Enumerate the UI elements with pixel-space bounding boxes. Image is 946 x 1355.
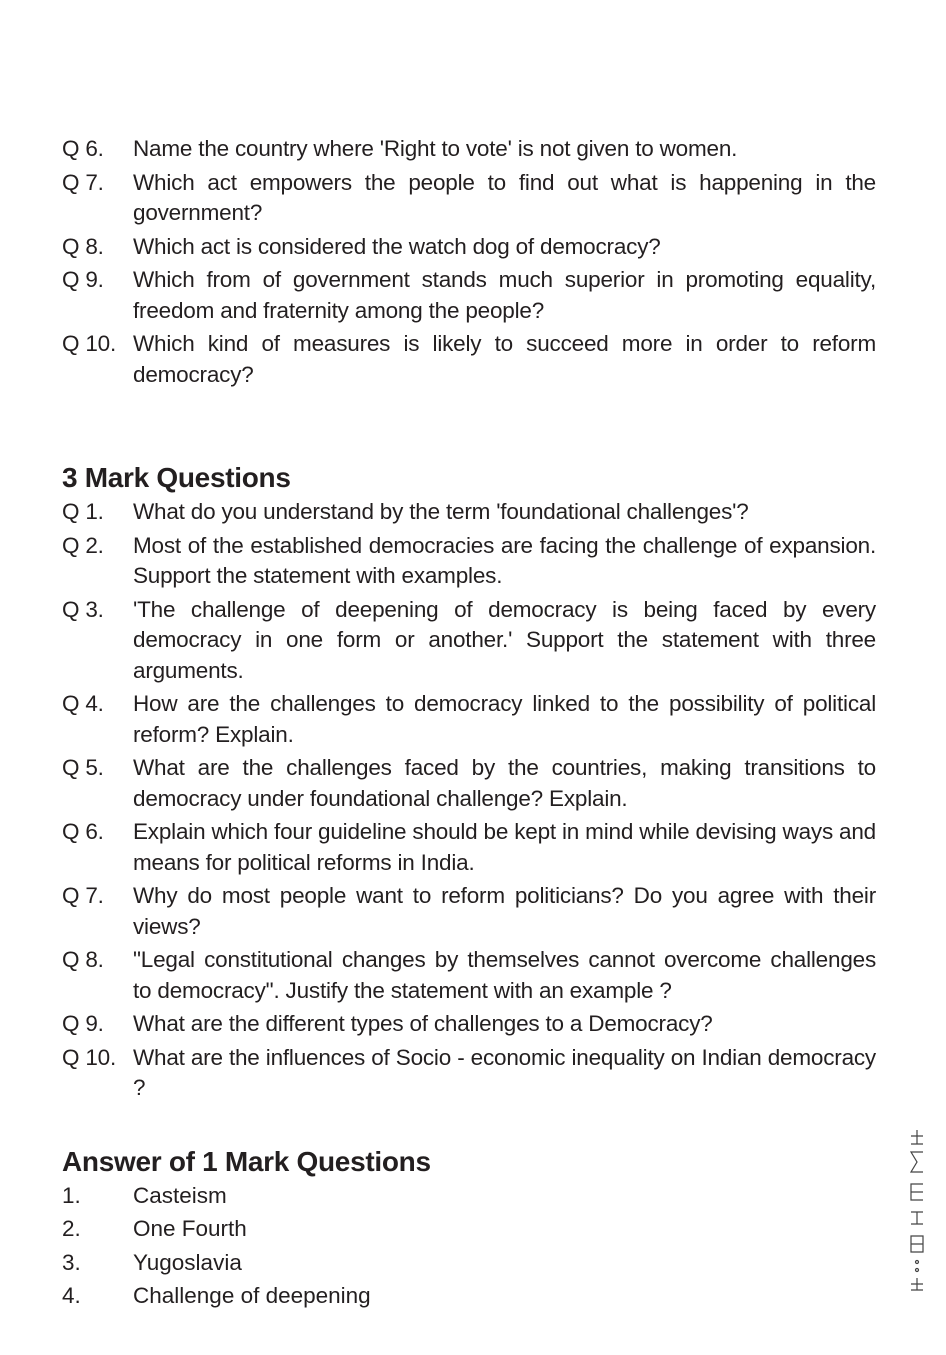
answer-text: Challenge of deepening [133, 1283, 371, 1308]
answer-item [62, 1181, 876, 1212]
question-number: Q 6. [62, 819, 104, 844]
section-heading-3-mark: 3 Mark Questions [62, 462, 291, 493]
answer-text: One Fourth [133, 1216, 247, 1241]
question-number: Q 10. [62, 331, 117, 356]
question-number: Q 6. [62, 136, 104, 161]
question-number: Q 7. [62, 169, 104, 195]
question-item [62, 168, 876, 229]
question-item [62, 945, 876, 1006]
question-text: Explain which four guideline should be kept in mind while devising ways and means for political reforms in India. [133, 819, 876, 875]
document-page [62, 134, 876, 1315]
question-item [62, 232, 876, 263]
question-item [62, 753, 876, 814]
question-text: Name the country where 'Right to vote' is not given to women. [133, 136, 738, 161]
question-number: Q 4. [62, 691, 104, 716]
answer-number: 1. [62, 1182, 81, 1208]
answer-number: 2. [62, 1216, 81, 1241]
margin-watermark-icon [903, 1128, 931, 1296]
answer-number: 4. [62, 1283, 81, 1308]
answer-text: Yugoslavia [133, 1249, 242, 1275]
question-item [62, 1009, 876, 1040]
section-heading-answers: Answer of 1 Mark Questions [62, 1145, 431, 1177]
question-item [62, 1043, 876, 1104]
question-item [62, 531, 876, 592]
question-text: Which act is considered the watch dog of democracy? [133, 233, 661, 259]
answer-item [62, 1214, 876, 1245]
question-number: Q 10. [62, 1044, 117, 1070]
question-item [62, 881, 876, 942]
question-number: Q 2. [62, 532, 104, 558]
question-item [62, 497, 876, 528]
question-text: What are the challenges faced by the countries, making transitions to democracy under foundational challenge? Explain. [133, 755, 876, 811]
answer-number: 3. [62, 1249, 81, 1275]
answer-item [62, 1281, 876, 1312]
question-number: Q 3. [62, 596, 104, 622]
question-list-1-mark [62, 134, 876, 390]
question-item [62, 329, 876, 390]
question-list-3-mark [62, 497, 876, 1104]
question-number: Q 9. [62, 267, 104, 292]
question-number: Q 8. [62, 947, 104, 972]
question-number: Q 1. [62, 499, 104, 524]
question-text: Which act empowers the people to find out what is happening in the government? [133, 169, 876, 225]
answer-list [62, 1181, 876, 1312]
question-text: Which from of government stands much superior in promoting equality, freedom and fraternity among the people? [133, 267, 876, 323]
question-text: 'The challenge of deepening of democracy is being faced by every democracy in one form or another.' Support the statement with three arguments. [133, 596, 876, 683]
question-text: What are the different types of challenges to a Democracy? [133, 1011, 713, 1036]
question-item [62, 265, 876, 326]
question-text: Most of the established democracies are facing the challenge of expansion. Support the statement with examples. [133, 532, 876, 588]
question-item [62, 817, 876, 878]
question-number: Q 9. [62, 1011, 104, 1036]
question-text: Which kind of measures is likely to succeed more in order to reform democracy? [133, 331, 876, 387]
question-number: Q 5. [62, 755, 104, 780]
question-number: Q 8. [62, 233, 104, 259]
question-text: "Legal constitutional changes by themselves cannot overcome challenges to democracy". Justify the statement with an example ? [133, 947, 876, 1003]
question-text: How are the challenges to democracy linked to the possibility of political reform? Explain. [133, 691, 876, 747]
answer-text: Casteism [133, 1182, 227, 1208]
question-number: Q 7. [62, 883, 104, 908]
question-text: What are the influences of Socio - economic inequality on Indian democracy ? [133, 1044, 876, 1100]
answer-item [62, 1248, 876, 1279]
question-item [62, 689, 876, 750]
question-text: Why do most people want to reform politicians? Do you agree with their views? [133, 883, 876, 939]
question-text: What do you understand by the term 'foundational challenges'? [133, 499, 749, 524]
question-item [62, 134, 876, 165]
question-item [62, 595, 876, 687]
